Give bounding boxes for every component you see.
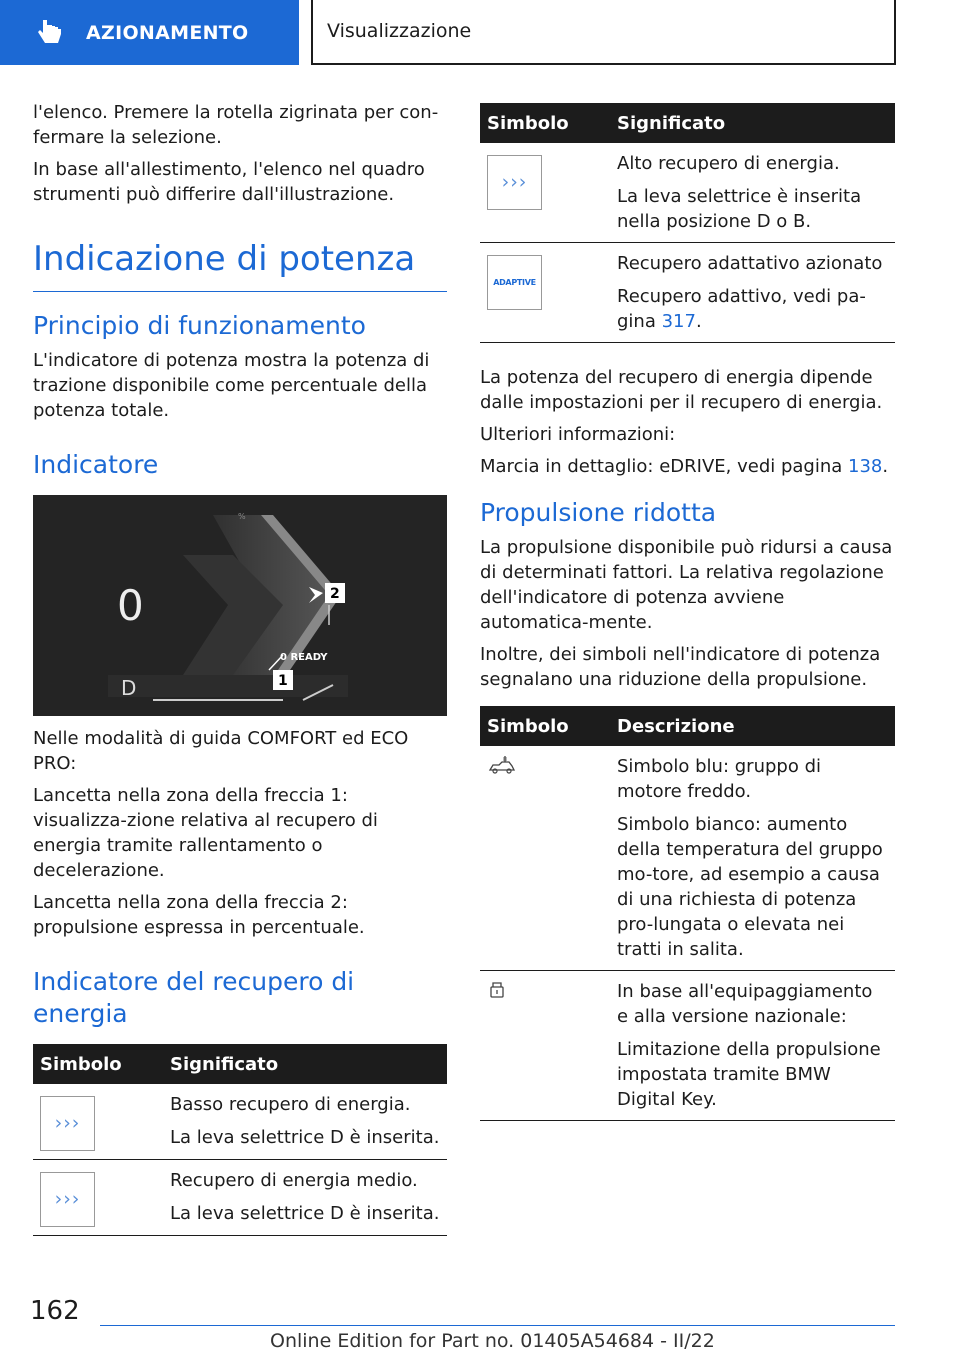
row-text: Recupero adattativo azionato xyxy=(617,253,883,274)
power-gauge-graphic xyxy=(33,495,447,716)
right-column xyxy=(480,103,895,1121)
marcia-paragraph: Marcia in dettaglio: eDRIVE, vedi pagina 138. xyxy=(480,456,889,477)
recupero-paragraph: La potenza del recupero di energia dipende dalle impostazioni per il recupero di energia. xyxy=(480,367,883,413)
gear-value: D xyxy=(121,676,137,700)
car-temperature-icon xyxy=(487,754,517,776)
adaptive-icon: ADAPTIVE xyxy=(493,278,536,287)
heading-indicazione-potenza: Indicazione di potenza xyxy=(33,239,447,292)
svg-text:2: 2 xyxy=(330,586,340,602)
percent-label: % xyxy=(238,512,246,521)
svg-text:1: 1 xyxy=(278,673,288,689)
subheading-propulsione: Propulsione ridotta xyxy=(480,498,717,527)
intro-paragraph-1: l'elenco. Premere la rotella zigrinata per con-fermare la selezione. xyxy=(33,102,439,148)
ulteriori-label: Ulteriori informazioni: xyxy=(480,424,676,445)
table-row xyxy=(480,243,895,343)
table-header-simbolo: Simbolo xyxy=(480,706,603,746)
table-header-significato: Significato xyxy=(603,103,895,143)
page-link-138[interactable]: 138 xyxy=(848,456,883,477)
table-row xyxy=(33,1084,447,1160)
medium-recuperation-symbol xyxy=(40,1172,95,1227)
row-text: Alto recupero di energia. xyxy=(617,153,840,174)
row-text: In base all'equipaggiamento e alla versione nazionale: xyxy=(617,981,873,1027)
table-row xyxy=(33,1160,447,1236)
edition-text: Online Edition for Part no. 01405A54684 - II/22 xyxy=(270,1330,715,1352)
intro-paragraph-2: In base all'allestimento, l'elenco nel quadro strumenti può differire dall'illustrazione. xyxy=(33,159,425,205)
footer-divider xyxy=(100,1325,895,1326)
low-recuperation-symbol xyxy=(40,1096,95,1151)
propulsione-paragraph-2: Inoltre, dei simboli nell'indicatore di potenza segnalano una riduzione della propulsione. xyxy=(480,644,881,690)
modes-paragraph: Nelle modalità di guida COMFORT ed ECO PRO: xyxy=(33,728,409,774)
subheading-recupero: Indicatore del recupero di energia xyxy=(33,967,355,1028)
recupero-table-2 xyxy=(480,103,895,343)
ready-label: 0 READY xyxy=(280,652,328,663)
high-recuperation-symbol xyxy=(487,155,542,210)
left-column xyxy=(33,100,447,1236)
table-row xyxy=(480,746,895,971)
table-header-simbolo: Simbolo xyxy=(33,1044,156,1084)
page-number: 162 xyxy=(30,1296,80,1326)
row-text: Simbolo bianco: aumento della temperatura del gruppo mo-tore, ad esempio a causa di una richiesta di potenza pro-lungata o elevata nei tratti in salita. xyxy=(617,814,883,960)
row-text: La leva selettrice è inserita nella posizione D o B. xyxy=(617,186,862,232)
section-label: AZIONAMENTO xyxy=(86,21,249,44)
hand-pointer-icon xyxy=(34,16,68,50)
principio-paragraph: L'indicatore di potenza mostra la potenza di trazione disponibile come percentuale della potenza totale. xyxy=(33,350,430,421)
subheading-principio: Principio di funzionamento xyxy=(33,311,366,340)
propulsione-table xyxy=(480,706,895,1121)
digital-key-icon xyxy=(487,979,507,999)
arrow2-paragraph: Lancetta nella zona della freccia 2: propulsione espressa in percentuale. xyxy=(33,892,365,938)
chevrons-icon: ››› xyxy=(54,1188,81,1210)
row-text: Simbolo blu: gruppo di motore freddo. xyxy=(617,756,822,802)
table-row xyxy=(480,143,895,243)
row-text: Recupero di energia medio. xyxy=(170,1170,418,1191)
table-header-descrizione: Descrizione xyxy=(603,706,895,746)
arrow1-paragraph: Lancetta nella zona della freccia 1: visualizza-zione relativa al recupero di energia tramite rallentamento o decelerazione. xyxy=(33,785,378,881)
recupero-table xyxy=(33,1044,447,1236)
row-text: La leva selettrice D è inserita. xyxy=(170,1127,440,1148)
row-text: Basso recupero di energia. xyxy=(170,1094,411,1115)
chevrons-icon: ››› xyxy=(501,171,528,193)
section-tab[interactable] xyxy=(0,0,299,65)
adaptive-symbol xyxy=(487,255,542,310)
row-text: Limitazione della propulsione impostata tramite BMW Digital Key. xyxy=(617,1039,881,1110)
callout-1-arrow xyxy=(273,670,293,690)
chevrons-icon: ››› xyxy=(54,1112,81,1134)
row-text: Recupero adattivo, vedi pa-gina 317. xyxy=(617,286,866,332)
propulsione-paragraph-1: La propulsione disponibile può ridursi a causa di determinati fattori. La relativa regolazione dell'indicatore di potenza avviene automatica-mente. xyxy=(480,537,893,633)
speed-value: 0 xyxy=(117,581,144,630)
subheading-indicatore: Indicatore xyxy=(33,450,159,479)
chapter-title: Visualizzazione xyxy=(311,0,896,65)
row-text: La leva selettrice D è inserita. xyxy=(170,1203,440,1224)
table-row xyxy=(480,971,895,1121)
dashboard-illustration xyxy=(33,495,447,716)
page-link-317[interactable]: 317 xyxy=(661,311,696,332)
table-header-significato: Significato xyxy=(156,1044,447,1084)
table-header-simbolo: Simbolo xyxy=(480,103,603,143)
